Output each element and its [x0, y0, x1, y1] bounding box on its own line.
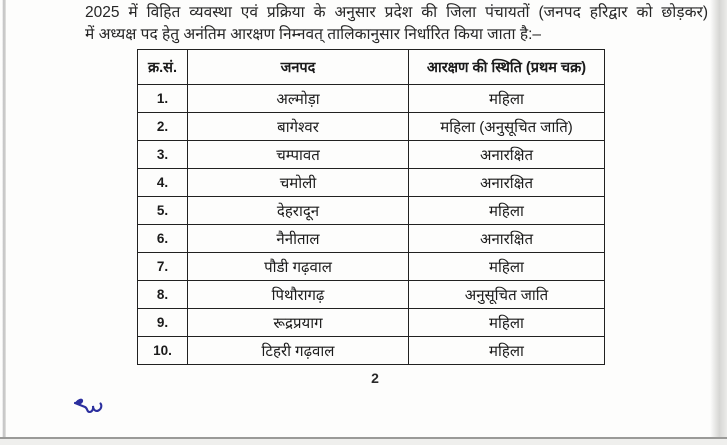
- district-cell: पिथौरागढ़: [188, 281, 409, 309]
- serial-cell: 1.: [138, 85, 188, 113]
- scan-edge-bottom-area: [0, 439, 727, 445]
- table-row: [138, 225, 605, 253]
- table-row: [138, 141, 605, 169]
- table-row: [138, 253, 605, 281]
- table-header-row: [138, 50, 605, 85]
- serial-cell: 5.: [138, 197, 188, 225]
- serial-cell: 8.: [138, 281, 188, 309]
- serial-cell: 2.: [138, 113, 188, 141]
- table-row: [138, 85, 605, 113]
- table-row: [138, 169, 605, 197]
- district-cell: चम्पावत: [188, 141, 409, 169]
- reservation-table: [137, 49, 605, 365]
- district-cell: नैनीताल: [188, 225, 409, 253]
- district-cell: अल्मोड़ा: [188, 85, 409, 113]
- blue-ink-scribble-icon: [70, 393, 110, 419]
- status-cell: महिला: [409, 85, 605, 113]
- serial-cell: 4.: [138, 169, 188, 197]
- header-serial: क्र.सं.: [138, 50, 188, 85]
- status-cell: अनारक्षित: [409, 169, 605, 197]
- table-row: [138, 337, 605, 365]
- status-cell: महिला (अनुसूचित जाति): [409, 113, 605, 141]
- district-cell: बागेश्वर: [188, 113, 409, 141]
- intro-line-2: में अध्यक्ष पद हेतु अनंतिम आरक्षण निम्नवत् तालिकानुसार निर्धारित किया जाता है:–: [85, 26, 541, 43]
- serial-cell: 10.: [138, 337, 188, 365]
- serial-cell: 9.: [138, 309, 188, 337]
- serial-cell: 3.: [138, 141, 188, 169]
- scan-edge-left: [2, 0, 6, 445]
- intro-paragraph: [85, 2, 708, 45]
- table-row: [138, 309, 605, 337]
- serial-cell: 7.: [138, 253, 188, 281]
- table-row: [138, 197, 605, 225]
- scan-edge-right: [710, 0, 727, 445]
- status-cell: महिला: [409, 197, 605, 225]
- header-district: जनपद: [188, 50, 409, 85]
- table-row: [138, 281, 605, 309]
- intro-line-1: 2025 में विहित व्यवस्था एवं प्रक्रिया के अनुसार प्रदेश की जिला पंचायतों (जनपद हरिद्वार को छोड़कर): [85, 4, 708, 21]
- district-cell: देहरादून: [188, 197, 409, 225]
- status-cell: अनारक्षित: [409, 225, 605, 253]
- table-row: [138, 113, 605, 141]
- serial-cell: 6.: [138, 225, 188, 253]
- district-cell: चमोली: [188, 169, 409, 197]
- district-cell: पौडी गढ़वाल: [188, 253, 409, 281]
- status-cell: अनुसूचित जाति: [409, 281, 605, 309]
- status-cell: महिला: [409, 309, 605, 337]
- status-cell: अनारक्षित: [409, 141, 605, 169]
- page-number: 2: [371, 370, 379, 386]
- status-cell: महिला: [409, 253, 605, 281]
- district-cell: रूद्रप्रयाग: [188, 309, 409, 337]
- header-status: आरक्षण की स्थिति (प्रथम चक्र): [409, 50, 605, 85]
- status-cell: महिला: [409, 337, 605, 365]
- district-cell: टिहरी गढ़वाल: [188, 337, 409, 365]
